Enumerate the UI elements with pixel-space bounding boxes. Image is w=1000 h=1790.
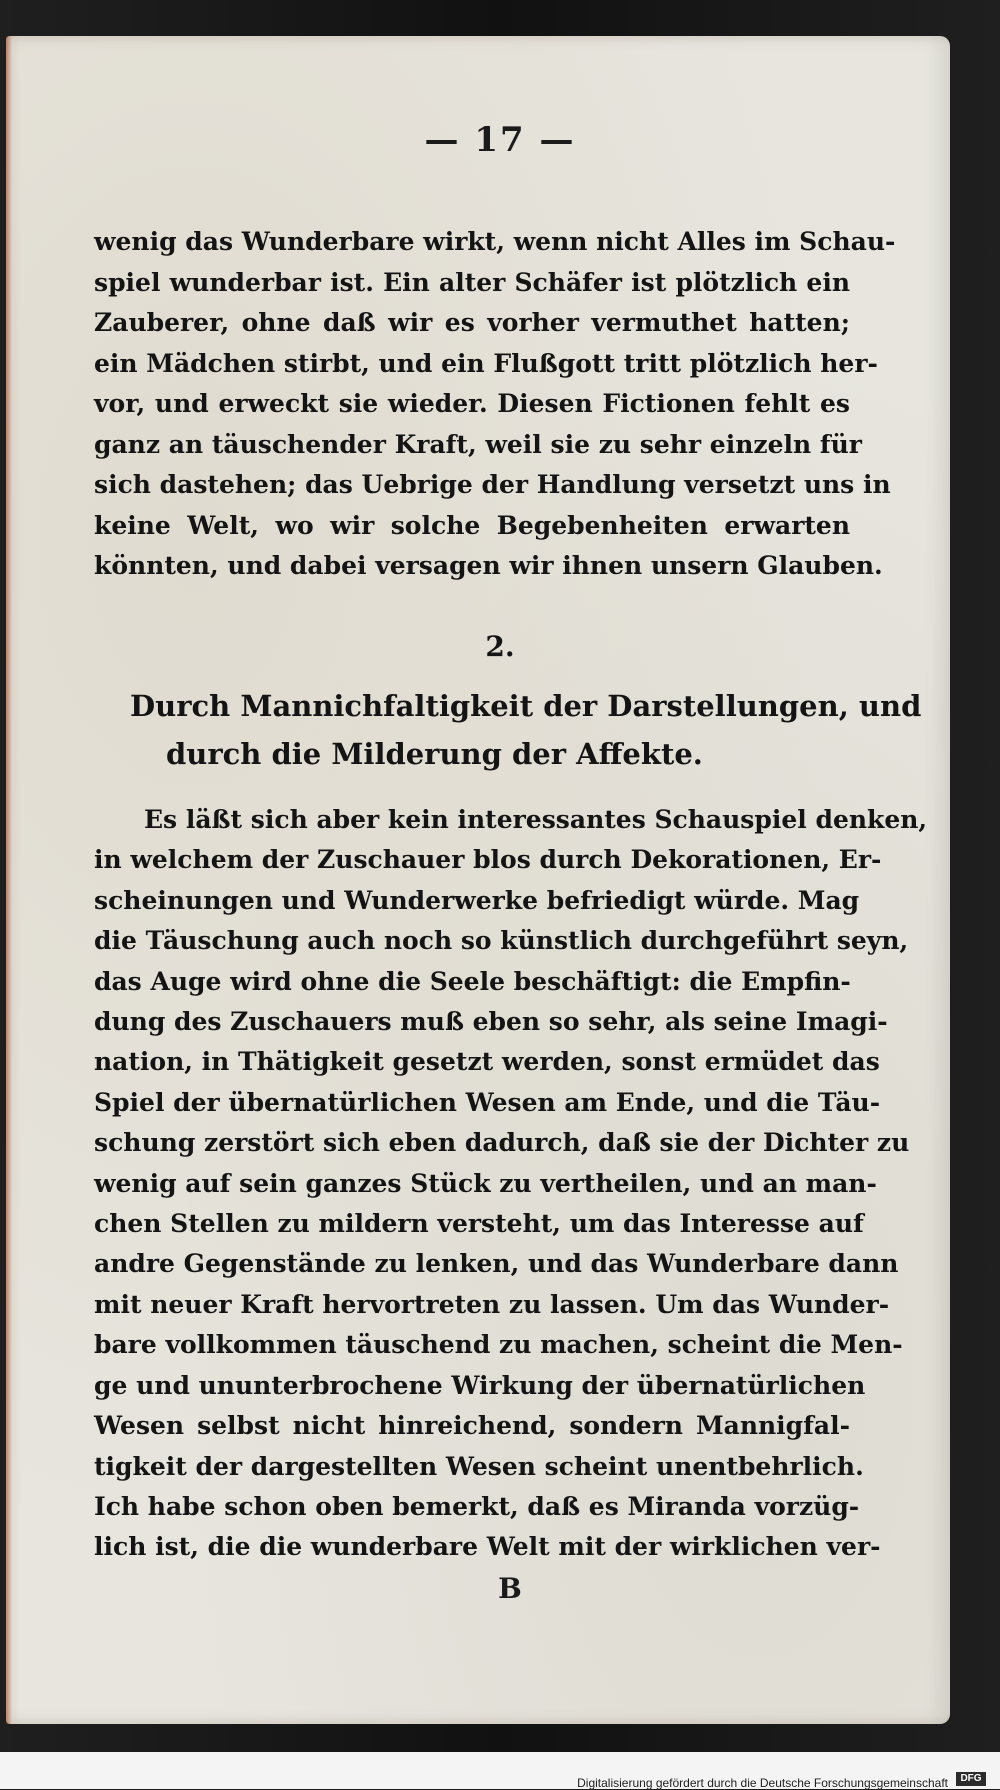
text-line: andre Gegenstände zu lenken, und das Wunderbare dann <box>94 1249 899 1279</box>
text-line: mit neuer Kraft hervortreten zu lassen. Um das Wunder- <box>94 1289 890 1319</box>
text-line: Spiel der übernatürlichen Wesen am Ende, und die Täu- <box>94 1087 881 1117</box>
text-line: vor, und erweckt sie wieder. Diesen Fictionen fehlt es <box>94 389 850 418</box>
text-line: nation, in Thätigkeit gesetzt werden, sonst ermüdet das <box>94 1047 880 1077</box>
signature-mark: B <box>498 1572 522 1605</box>
text-line: Ich habe schon oben bemerkt, daß es Miranda vorzüg- <box>94 1491 860 1521</box>
text-line: das Auge wird ohne die Seele beschäftigt: die Empfin- <box>94 966 851 996</box>
text-line: Zauberer, ohne daß wir es vorher vermuthet hatten; <box>94 308 850 337</box>
text-line: schung zerstört sich eben dadurch, daß sie der Dichter zu <box>94 1128 910 1158</box>
text-line: wenig auf sein ganzes Stück zu vertheilen, und an man- <box>94 1168 877 1198</box>
text-line: lich ist, die die wunderbare Welt mit der wirklichen ver- <box>94 1532 881 1562</box>
text-line: in welchem der Zuschauer blos durch Dekorationen, Er- <box>94 845 882 875</box>
text-line: sich dastehen; das Uebrige der Handlung versetzt uns in <box>94 470 891 499</box>
section-number: 2. <box>485 630 515 663</box>
text-line: ganz an täuschender Kraft, weil sie zu sehr einzeln für <box>94 429 862 459</box>
text-line: ge und ununterbrochene Wirkung der übernatürlichen <box>94 1370 866 1400</box>
text-line: könnten, und dabei versagen wir ihnen unsern Glauben. <box>94 551 883 580</box>
footer-credit: Digitalisierung gefördert durch die Deutsche Forschungsgemeinschaft <box>577 1776 948 1790</box>
text-line: spiel wunderbar ist. Ein alter Schäfer ist plötzlich ein <box>94 267 850 297</box>
text-line: Es läßt sich aber kein interessantes Schauspiel denken, <box>144 805 928 834</box>
dfg-logo: DFG <box>956 1772 986 1786</box>
text-line: dung des Zuschauers muß eben so sehr, als seine Imagi- <box>94 1007 888 1037</box>
text-line: chen Stellen zu mildern versteht, um das Interesse auf <box>94 1209 864 1239</box>
section-heading <box>130 682 922 778</box>
paragraph-continued <box>94 222 896 587</box>
heading-line: durch die Milderung der Affekte. <box>166 737 703 771</box>
text-line: tigkeit der dargestellten Wesen scheint unentbehrlich. <box>94 1451 864 1481</box>
text-line: Wesen selbst nicht hinreichend, sondern Mannigfal- <box>94 1411 850 1441</box>
page-binding-edge <box>6 36 12 1724</box>
text-line: bare vollkommen täuschend zu machen, scheint die Men- <box>94 1330 903 1360</box>
text-line: die Täuschung auch noch so künstlich durchgeführt seyn, <box>94 926 909 956</box>
page-number-header: — 17 — <box>424 120 576 160</box>
paragraph-main <box>94 800 928 1568</box>
text-line: scheinungen und Wunderwerke befriedigt würde. Mag <box>94 885 860 915</box>
heading-line: Durch Mannichfaltigkeit der Darstellungen, und <box>130 689 922 723</box>
text-line: ein Mädchen stirbt, und ein Flußgott tritt plötzlich her- <box>94 348 878 378</box>
text-line: wenig das Wunderbare wirkt, wenn nicht Alles im Schau- <box>94 227 896 256</box>
text-line: keine Welt, wo wir solche Begebenheiten erwarten <box>94 510 850 540</box>
